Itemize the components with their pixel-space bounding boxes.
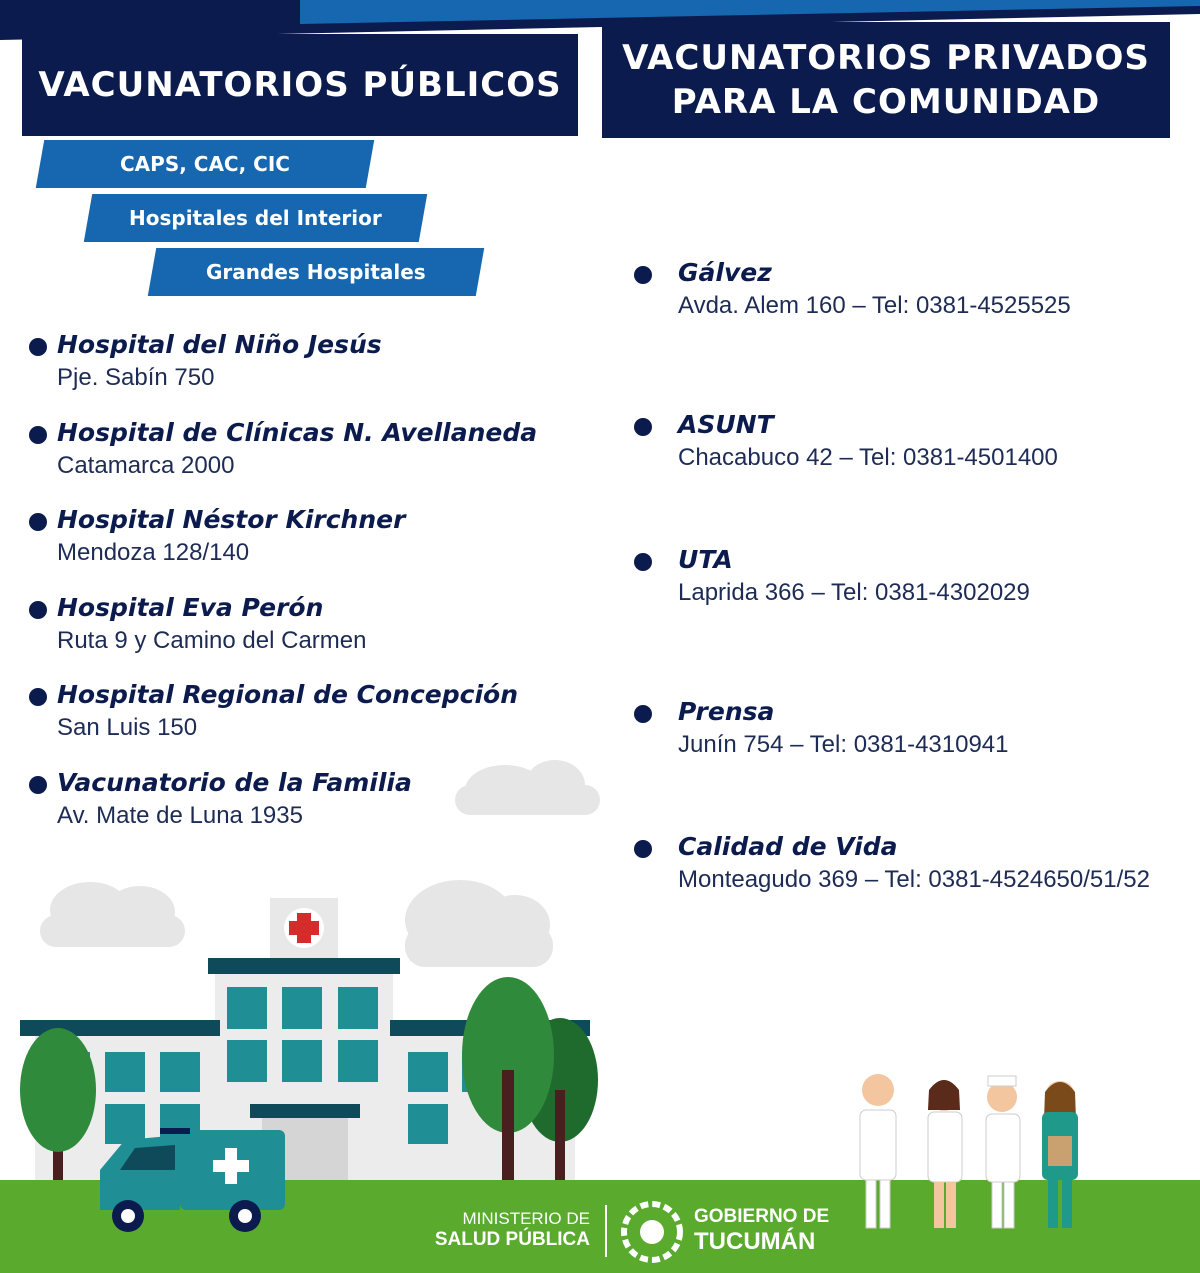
private-vaccination-banner [602, 22, 1170, 138]
location-name: Gálvez [678, 258, 772, 287]
location-name: Vacunatorio de la Familia [57, 768, 412, 797]
public-vaccination-banner [22, 34, 578, 136]
cloud-illustration [455, 760, 600, 815]
government-logo-line1: GOBIERNO DE [694, 1206, 830, 1227]
location-address: Laprida 366 – Tel: 0381-4302029 [678, 579, 1030, 606]
bullet-icon [29, 338, 47, 356]
hospital-scene-illustration [0, 740, 1200, 1273]
location-name: Hospital de Clínicas N. Avellaneda [57, 418, 538, 447]
location-address: Avda. Alem 160 – Tel: 0381-4525525 [678, 292, 1071, 319]
location-name: Hospital Néstor Kirchner [57, 505, 406, 534]
bullet-icon [634, 418, 652, 436]
government-emblem-icon [620, 1200, 684, 1264]
category-tag-large-hospitals: Grandes Hospitales [148, 248, 484, 296]
cloud-illustration [40, 882, 185, 947]
location-name: Hospital Eva Perón [57, 593, 324, 622]
logo-divider [605, 1205, 607, 1257]
location-address: Ruta 9 y Camino del Carmen [57, 627, 367, 654]
ministry-logo-line2: SALUD PÚBLICA [434, 1229, 590, 1250]
bullet-icon [29, 688, 47, 706]
location-address: Junín 754 – Tel: 0381-4310941 [678, 731, 1009, 758]
government-logo-line2: TUCUMÁN [694, 1228, 816, 1255]
category-tag-interior: Hospitales del Interior [84, 194, 427, 242]
ministry-logo-line1: MINISTERIO DE [462, 1209, 590, 1228]
bullet-icon [634, 553, 652, 571]
location-address: Av. Mate de Luna 1935 [57, 802, 303, 829]
bullet-icon [634, 705, 652, 723]
location-name: Hospital Regional de Concepción [57, 680, 518, 709]
location-address: Monteagudo 369 – Tel: 0381-4524650/51/52 [678, 866, 1150, 893]
private-banner-line1: VACUNATORIOS PRIVADOS [622, 38, 1150, 78]
location-address: Chacabuco 42 – Tel: 0381-4501400 [678, 444, 1058, 471]
bullet-icon [29, 601, 47, 619]
location-address: San Luis 150 [57, 714, 198, 741]
private-banner-line2: PARA LA COMUNIDAD [671, 82, 1101, 122]
bullet-icon [29, 513, 47, 531]
location-address: Pje. Sabín 750 [57, 364, 215, 391]
public-banner-title: VACUNATORIOS PÚBLICOS [38, 65, 562, 105]
category-tag-caps: CAPS, CAC, CIC [36, 140, 374, 188]
location-name: Prensa [678, 697, 775, 726]
red-cross-icon [284, 908, 324, 948]
cloud-illustration [405, 880, 553, 967]
location-name: UTA [678, 545, 733, 574]
location-name: ASUNT [678, 410, 774, 439]
location-address: Mendoza 128/140 [57, 539, 250, 566]
location-name: Calidad de Vida [678, 832, 898, 861]
location-name: Hospital del Niño Jesús [57, 330, 382, 359]
location-address: Catamarca 2000 [57, 452, 235, 479]
bullet-icon [634, 266, 652, 284]
bullet-icon [29, 426, 47, 444]
